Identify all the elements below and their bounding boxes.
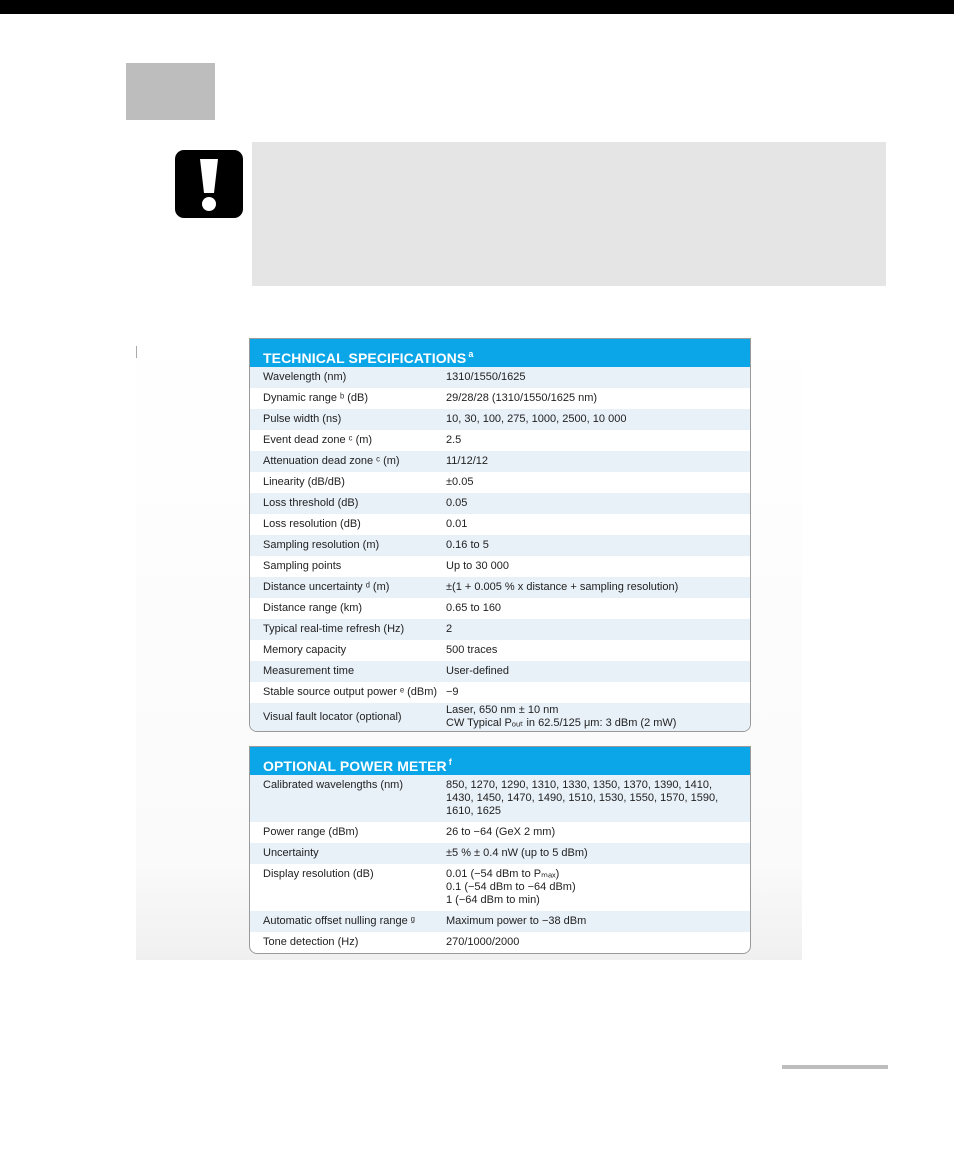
value-line: 29/28/28 (1310/1550/1625 nm) (446, 392, 598, 404)
exclamation-icon (175, 150, 243, 218)
value-line: ±(1 + 0.005 % x distance + sampling resolution) (446, 581, 679, 593)
row-value (446, 622, 750, 637)
value-line: 1430, 1450, 1470, 1490, 1510, 1530, 1550, 1570, 1590, (446, 792, 719, 804)
value-line: 500 traces (446, 644, 498, 656)
value-line: Maximum power to −38 dBm (446, 915, 587, 927)
row-value (446, 538, 750, 553)
row-value (446, 643, 750, 658)
row-label: Attenuation dead zone ᶜ (m) (263, 455, 400, 467)
table-row (250, 367, 750, 388)
row-value (446, 868, 750, 907)
row-value (446, 391, 750, 406)
value-line: 0.05 (446, 497, 468, 509)
row-value (446, 517, 750, 532)
table-body (250, 367, 750, 731)
row-label: Loss threshold (dB) (263, 497, 359, 509)
row-label: Pulse width (ns) (263, 413, 342, 425)
value-line: −9 (446, 686, 459, 698)
value-line: 0.16 to 5 (446, 539, 489, 551)
row-label: Event dead zone ᶜ (m) (263, 434, 373, 446)
row-value (446, 601, 750, 616)
row-label: Visual fault locator (optional) (263, 710, 402, 723)
table-row (250, 640, 750, 661)
table-row (250, 493, 750, 514)
value-line: 850, 1270, 1290, 1310, 1330, 1350, 1370, 1390, 1410, (446, 779, 713, 791)
row-value (446, 412, 750, 427)
row-label: Uncertainty (263, 847, 319, 859)
row-label: Loss resolution (dB) (263, 518, 361, 530)
row-value (446, 580, 750, 595)
table-title: OPTIONAL POWER METER $^f$ (250, 747, 750, 775)
row-value (446, 915, 750, 928)
row-label: Dynamic range ᵇ (dB) (263, 392, 369, 404)
value-line: ±5 % ± 0.4 nW (up to 5 dBm) (446, 847, 588, 859)
value-line: 2.5 (446, 434, 462, 446)
value-line: 2 (446, 623, 453, 635)
row-value (446, 433, 750, 448)
row-value (446, 370, 750, 385)
table-row (250, 843, 750, 864)
table-row (250, 556, 750, 577)
row-label: Stable source output power ᵉ (dBm) (263, 686, 438, 698)
row-label: Memory capacity (263, 644, 347, 656)
chapter-tab (126, 63, 215, 120)
row-label: Calibrated wavelengths (nm) (263, 779, 404, 791)
table-row (250, 409, 750, 430)
row-value (446, 559, 750, 574)
value-line: 1 (−64 dBm to min) (446, 894, 540, 906)
table-row (250, 514, 750, 535)
value-line: 26 to −64 (GeX 2 mm) (446, 826, 556, 838)
table-row (250, 472, 750, 493)
value-line: 0.65 to 160 (446, 602, 502, 614)
row-label: Display resolution (dB) (263, 868, 374, 880)
table-row (250, 598, 750, 619)
value-line: Up to 30 000 (446, 560, 509, 572)
table-title: TECHNICAL SPECIFICATIONS $^a$ (250, 339, 750, 367)
row-label: Power range (dBm) (263, 826, 359, 838)
table-row (250, 535, 750, 556)
table-row (250, 451, 750, 472)
row-value (446, 936, 750, 949)
row-label: Linearity (dB/dB) (263, 476, 345, 488)
table-row (250, 775, 750, 822)
value-line: CW Typical Pₒᵤₜ in 62.5/125 μm: 3 dBm (2 mW) (446, 717, 677, 729)
table-row (250, 864, 750, 911)
value-line: User-defined (446, 665, 509, 677)
table-row (250, 388, 750, 409)
row-label: Measurement time (263, 665, 355, 677)
row-value (446, 703, 750, 731)
value-line: 0.1 (−54 dBm to −64 dBm) (446, 881, 576, 893)
value-line: 0.01 (−54 dBm to Pₘₐₓ) (446, 868, 560, 880)
table-body (250, 775, 750, 953)
technical-specifications-table (249, 338, 751, 732)
table-row (250, 430, 750, 451)
table-row (250, 703, 750, 731)
table-row (250, 661, 750, 682)
table-row (250, 619, 750, 640)
row-label: Typical real-time refresh (Hz) (263, 623, 405, 635)
row-value (446, 454, 750, 469)
row-label: Distance uncertainty ᵈ (m) (263, 581, 390, 593)
table-row (250, 911, 750, 932)
row-value (446, 779, 750, 818)
value-line: 270/1000/2000 (446, 936, 520, 948)
table-row (250, 577, 750, 598)
table-row (250, 932, 750, 953)
row-value (446, 664, 750, 679)
row-value (446, 496, 750, 511)
row-label: Automatic offset nulling range ᵍ (263, 915, 415, 927)
row-label: Wavelength (nm) (263, 371, 347, 383)
value-line: 10, 30, 100, 275, 1000, 2500, 10 000 (446, 413, 627, 425)
row-value (446, 826, 750, 839)
table-row (250, 822, 750, 843)
table-row (250, 682, 750, 703)
row-value (446, 475, 750, 490)
value-line: 11/12/12 (446, 455, 489, 467)
row-value (446, 847, 750, 860)
row-label: Distance range (km) (263, 602, 363, 614)
optional-power-meter-table (249, 746, 751, 954)
value-line: 1610, 1625 (446, 805, 502, 817)
row-value (446, 685, 750, 700)
row-label: Tone detection (Hz) (263, 936, 359, 948)
value-line: Laser, 650 nm ± 10 nm (446, 704, 559, 716)
value-line: 0.01 (446, 518, 468, 530)
row-label: Sampling resolution (m) (263, 539, 380, 551)
margin-mark (136, 346, 137, 358)
note-box (252, 142, 886, 286)
row-label: Sampling points (263, 560, 342, 572)
value-line: ±0.05 (446, 476, 474, 488)
value-line: 1310/1550/1625 (446, 371, 526, 383)
header-rule (0, 0, 954, 14)
footer-rule (782, 1065, 888, 1069)
